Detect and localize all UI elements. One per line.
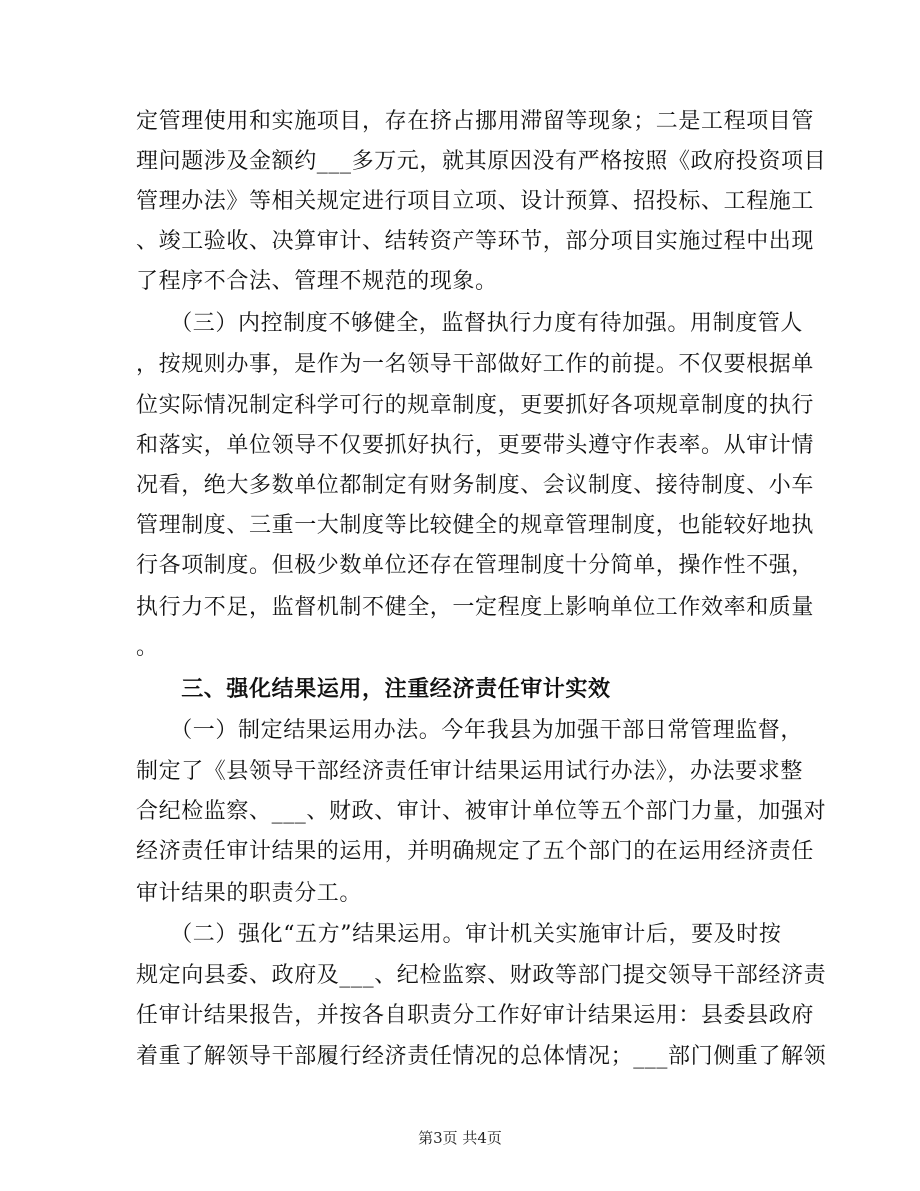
paragraph-line: （三）内控制度不够健全，监督执行力度有待加强。用制度管人 (136, 311, 804, 336)
paragraph-line: 合纪检监察、___、财政、审计、被审计单位等五个部门力量，加强对 (136, 799, 827, 824)
page-number-footer: 第3页 共4页 (418, 1129, 502, 1147)
paragraph-line: 任审计结果报告，并按各自职责分工作好审计结果运用：县委县政府 (136, 1003, 815, 1028)
paragraph-line: ，按规则办事，是作为一名领导干部做好工作的前提。不仅要根据单 (136, 352, 815, 377)
paragraph-line: 管理办法》等相关规定进行项目立项、设计预算、招投标、工程施工 (136, 189, 815, 214)
paragraph-line: （二）强化“五方”结果运用。审计机关实施审计后，要及时按 (136, 922, 782, 947)
paragraph-line: 行各项制度。但极少数单位还存在管理制度十分简单，操作性不强， (136, 553, 815, 578)
paragraph-line: 着重了解领导干部履行经济责任情况的总体情况；___部门侧重了解领 (136, 1044, 827, 1069)
paragraph-line: 、竣工验收、决算审计、结转资产等环节，部分项目实施过程中出现 (136, 229, 815, 254)
paragraph-line: 了程序不合法、管理不规范的现象。 (136, 269, 498, 294)
paragraph-line: 审计结果的职责分工。 (136, 881, 363, 906)
paragraph-line: （一）制定结果运用办法。今年我县为加强干部日常管理监督， (136, 718, 804, 743)
paragraph-line: 管理制度、三重一大制度等比较健全的规章管理制度，也能较好地执 (136, 513, 815, 538)
section-heading: 三、强化结果运用，注重经济责任审计实效 (136, 677, 611, 702)
paragraph-line: 。 (136, 635, 159, 660)
paragraph-line: 况看，绝大多数单位都制定有财务制度、会议制度、接待制度、小车 (136, 473, 815, 498)
paragraph-line: 制定了《县领导干部经济责任审计结果运用试行办法》，办法要求整 (136, 759, 804, 784)
paragraph-line: 位实际情况制定科学可行的规章制度，更要抓好各项规章制度的执行 (136, 393, 815, 418)
paragraph-line: 规定向县委、政府及___、纪检监察、财政等部门提交领导干部经济责 (136, 963, 827, 988)
paragraph-line: 执行力不足，监督机制不健全，一定程度上影响单位工作效率和质量 (136, 595, 815, 620)
paragraph-line: 经济责任审计结果的运用，并明确规定了五个部门的在运用经济责任 (136, 839, 815, 864)
paragraph-line: 理问题涉及金额约___多万元，就其原因没有严格按照《政府投资项目 (136, 149, 827, 174)
paragraph-line: 定管理使用和实施项目，存在挤占挪用滞留等现象；二是工程项目管 (136, 109, 815, 134)
paragraph-line: 和落实，单位领导不仅要抓好执行，更要带头遵守作表率。从审计情 (136, 433, 815, 458)
